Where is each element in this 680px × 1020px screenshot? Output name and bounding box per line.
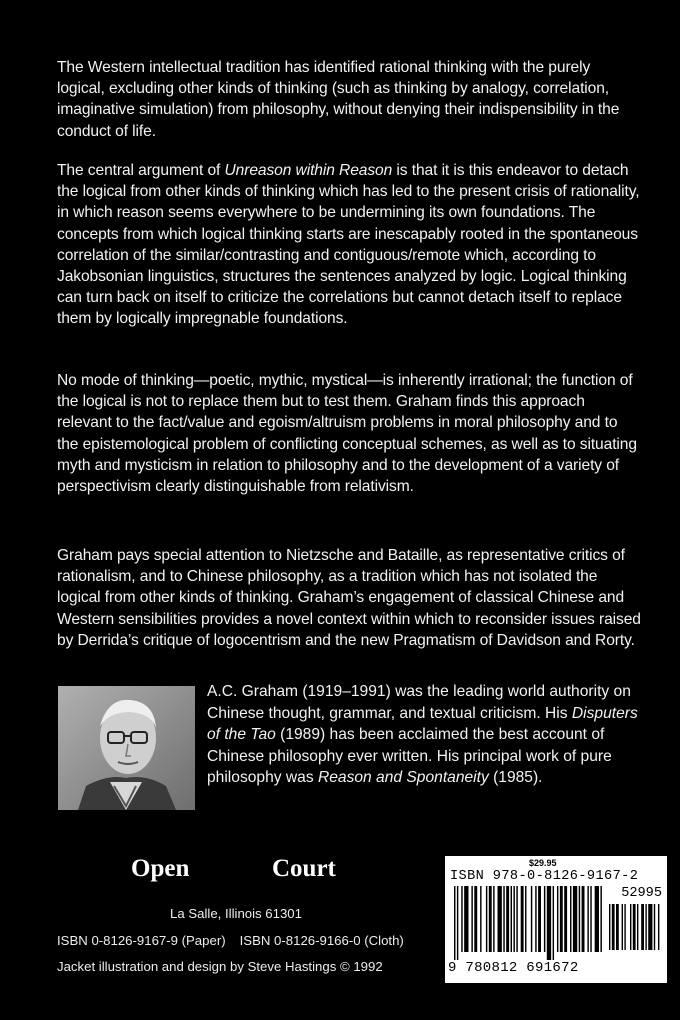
publisher-name-open: Open [131,855,190,882]
ean-number: 9 780812 691672 [448,960,579,976]
price-code: 52995 [621,886,662,901]
argument-text-pre: The central argument of [57,162,225,179]
modes-paragraph: No mode of thinking—poetic, mythic, mystical—is inherently irrational; the function of the logical is not to replace them but to test them. Graham finds this approach relevant to the fact/value and egoism/altruism problems in moral philosophy and to the epistemological problem of conflicting conceptual schemes, as well as to situating myth and mysticism in relation to philosophy and to the development of a variety of perspectivism clearly distinguishable from relativism. [57,372,637,496]
author-photo [58,686,195,810]
bio-title-2: Reason and Spontaneity [317,769,489,787]
book-title: Unreason within Reason [224,162,393,179]
bio-title-1: Disputers of the Tao [207,704,638,744]
argument-text-post: is that it is this endeavor to detach the logical from other kinds of thinking which has led to the present crisis of rationality, in which reason seems everywhere to be undermining its own foundations. The concepts from which logical thinking starts are inescapably rooted in the spontaneous correlation of the similar/contrasting and contiguous/remote which, according to Jakobsonian linguistics, structures the sentences analyzed by logic. Logical thinking can turn back on itself to criticize the correlations but cannot detach itself to replace them by logically impregnable foundations. [57,162,640,328]
bio-text-3: (1985). [488,769,543,787]
jacket-credit: Jacket illustration and design by Steve Hastings © 1992 [57,959,383,974]
isbn-paper: ISBN 0-8126-9167-9 (Paper) [57,933,226,948]
isbn-list [57,932,418,949]
ean-barcode [454,886,604,960]
barcode-label [445,856,667,983]
publisher-city: La Salle, Illinois 61301 [170,906,302,921]
graham-paragraph: Graham pays special attention to Nietzsche and Bataille, as representative critics of rationalism, and to Chinese philosophy, as a tradition which has not isolated the logical from other kinds of thinking. Graham’s engagement of classical Chinese and Western sensibilities provides a novel context within which to reconsider issues raised by Derrida’s critique of logocentrism and the new Pragmatism of Davidson and Rorty. [57,547,641,649]
intro-paragraph: The Western intellectual tradition has identified rational thinking with the purely logical, excluding other kinds of thinking (such as thinking by analogy, correlation, imaginative simulation) from philosophy, without denying their indispensibility in the conduct of life. [57,59,620,140]
price-addon-barcode [609,904,661,958]
bio-text-2: (1989) has been acclaimed the best account of Chinese philosophy ever written. His principal work of pure philosophy was [207,726,612,787]
isbn-cloth: ISBN 0-8126-9166-0 (Cloth) [239,933,404,948]
argument-paragraph [57,160,641,330]
author-portrait-image [58,686,195,810]
bio-text-1: A.C. Graham (1919–1991) was the leading world authority on Chinese thought, grammar, and textual criticism. His [207,683,631,722]
price-label: $29.95 [529,858,557,868]
isbn13-label: ISBN 978-0-8126-9167-2 [450,869,639,884]
publisher-name-court: Court [272,855,336,882]
author-bio [207,681,647,789]
